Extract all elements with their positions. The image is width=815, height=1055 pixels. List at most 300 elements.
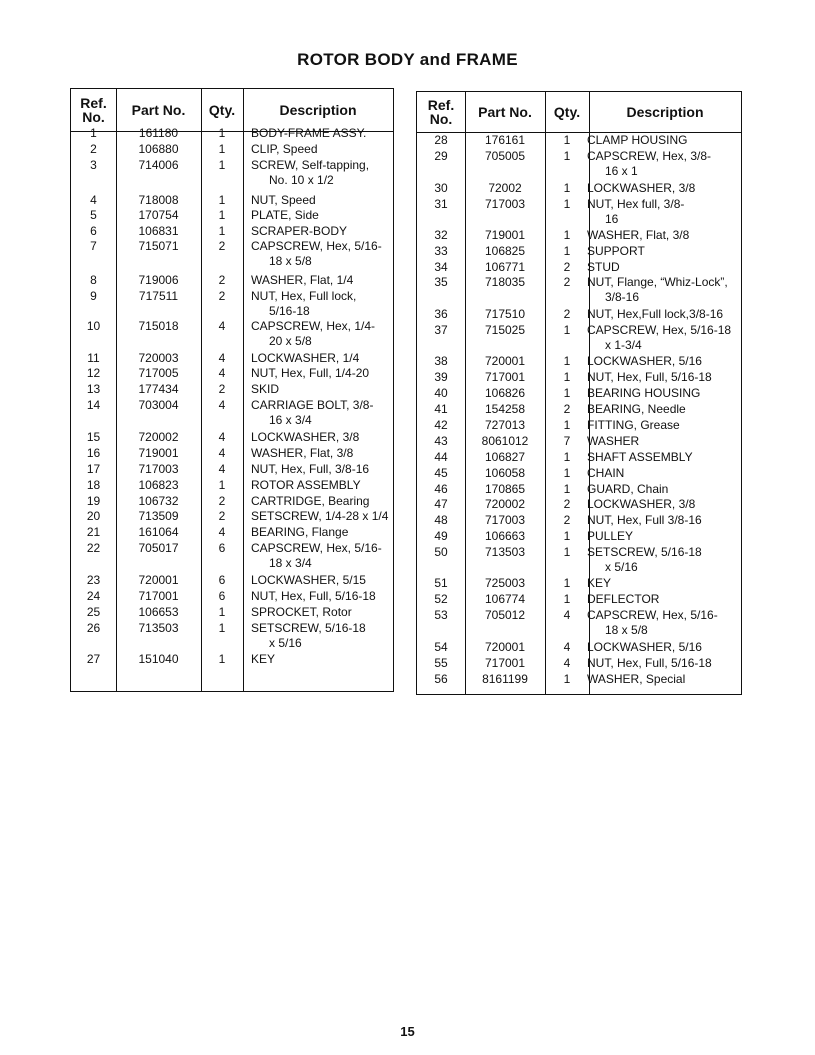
description-continuation: 3/8-16 — [605, 290, 640, 304]
description-continuation: x 5/16 — [269, 636, 302, 650]
description-cell — [251, 158, 369, 188]
description-line: SETSCREW, 1/4-28 x 1/4 — [251, 509, 389, 523]
description-cell — [587, 592, 659, 607]
ref-no-cell: 9 — [90, 289, 97, 303]
description-line: WASHER, Flat, 3/8 — [587, 228, 690, 242]
part-no-cell: 106823 — [138, 478, 179, 492]
part-no-cell: 8061012 — [481, 434, 529, 448]
ref-no-cell: 15 — [86, 430, 101, 444]
ref-no-cell: 43 — [434, 434, 448, 448]
description-cell — [587, 513, 702, 528]
ref-no-cell: 37 — [434, 323, 448, 337]
ref-no-cell: 34 — [434, 260, 448, 274]
ref-no-cell: 18 — [86, 478, 101, 492]
ref-no-cell: 2 — [90, 142, 97, 156]
description-cell — [587, 418, 680, 433]
ref-no-cell: 13 — [86, 382, 101, 396]
qty-cell: 1 — [563, 370, 571, 384]
part-no-cell: 718035 — [484, 275, 526, 289]
qty-cell: 4 — [218, 446, 226, 460]
ref-no-cell: 32 — [434, 228, 448, 242]
qty-cell: 2 — [218, 382, 226, 396]
qty-cell: 2 — [563, 275, 571, 289]
description-cell — [251, 382, 279, 397]
part-no-cell: 161064 — [138, 525, 179, 539]
part-no-cell: 106732 — [138, 494, 179, 508]
ref-no-cell: 19 — [86, 494, 101, 508]
description-cell — [251, 208, 319, 223]
qty-cell: 1 — [563, 576, 571, 590]
part-no-cell: 703004 — [138, 398, 179, 412]
part-no-cell: 714006 — [138, 158, 179, 172]
description-continuation: 18 x 5/8 — [605, 623, 648, 637]
ref-no-cell: 20 — [86, 509, 101, 523]
part-no-cell: 719006 — [138, 273, 179, 287]
part-no-cell: 720002 — [138, 430, 179, 444]
description-line: SKID — [251, 382, 280, 396]
description-line: NUT, Hex, Full lock, — [251, 289, 357, 303]
part-no-cell: 72002 — [488, 181, 522, 195]
description-cell — [251, 366, 369, 381]
description-cell — [587, 181, 695, 196]
ref-no-cell: 6 — [90, 224, 97, 238]
description-line: KEY — [251, 652, 276, 666]
qty-cell: 1 — [218, 208, 226, 222]
part-no-cell: 717001 — [484, 656, 526, 670]
description-line: BEARING HOUSING — [587, 386, 701, 400]
header-description: Description — [279, 102, 357, 118]
qty-cell: 2 — [218, 289, 226, 303]
description-line: CAPSCREW, Hex, 5/16- — [251, 239, 382, 253]
qty-cell: 4 — [563, 656, 571, 670]
part-no-cell: 106831 — [138, 224, 179, 238]
description-line: SETSCREW, 5/16-18 — [587, 545, 702, 559]
ref-no-cell: 38 — [434, 354, 448, 368]
description-line: WASHER, Flat, 1/4 — [251, 273, 354, 287]
description-line: BEARING, Needle — [587, 402, 686, 416]
description-cell — [587, 307, 723, 322]
header-qty: Qty. — [208, 102, 236, 118]
description-cell — [251, 446, 353, 461]
ref-no-cell: 53 — [434, 608, 448, 622]
description-cell — [587, 450, 693, 465]
description-cell — [587, 576, 611, 591]
ref-no-cell: 40 — [434, 386, 448, 400]
ref-no-cell: 50 — [434, 545, 448, 559]
qty-cell: 2 — [218, 273, 226, 287]
qty-cell: 6 — [218, 573, 226, 587]
qty-cell: 2 — [563, 307, 571, 321]
qty-cell: 1 — [563, 133, 571, 147]
ref-no-cell: 17 — [86, 462, 101, 476]
qty-cell: 1 — [218, 142, 226, 156]
description-cell — [251, 142, 318, 157]
description-cell — [251, 652, 275, 667]
description-line: ROTOR ASSEMBLY — [251, 478, 361, 492]
description-line: LOCKWASHER, 5/16 — [587, 354, 702, 368]
qty-cell: 4 — [218, 319, 226, 333]
part-no-cell: 715071 — [138, 239, 179, 253]
description-cell — [251, 462, 369, 477]
ref-no-cell: 23 — [86, 573, 101, 587]
description-line: NUT, Hex, Full, 1/4-20 — [251, 366, 370, 380]
part-no-cell: 106826 — [484, 386, 526, 400]
description-line: LOCKWASHER, 5/15 — [251, 573, 366, 587]
description-line: NUT, Hex full, 3/8- — [587, 197, 685, 211]
description-cell — [251, 573, 366, 588]
description-cell — [587, 354, 702, 369]
ref-no-cell: 8 — [90, 273, 97, 287]
qty-cell: 4 — [218, 398, 226, 412]
part-no-cell: 154258 — [484, 402, 526, 416]
description-line: NUT, Hex, Full, 5/16-18 — [251, 589, 376, 603]
description-cell — [251, 289, 356, 319]
part-no-cell: 720001 — [484, 640, 526, 654]
qty-cell: 1 — [563, 181, 571, 195]
description-line: SUPPORT — [587, 244, 645, 258]
description-continuation: 16 x 3/4 — [269, 413, 312, 427]
part-no-cell: 106774 — [484, 592, 526, 606]
ref-no-cell: 27 — [86, 652, 101, 666]
description-cell — [251, 351, 359, 366]
header-ref — [71, 89, 116, 131]
ref-no-cell: 30 — [434, 181, 448, 195]
header-ref-line1: Ref. — [80, 95, 107, 111]
part-no-cell: 713503 — [138, 621, 179, 635]
description-line: NUT, Hex, Full, 5/16-18 — [587, 370, 712, 384]
description-cell — [251, 525, 348, 540]
ref-no-cell: 22 — [86, 541, 101, 555]
description-continuation: x 5/16 — [605, 560, 638, 574]
description-line: CARRIAGE BOLT, 3/8- — [251, 398, 374, 412]
part-no-cell: 720001 — [138, 573, 179, 587]
header-part-no: Part No. — [478, 104, 532, 120]
ref-no-cell: 26 — [86, 621, 101, 635]
qty-cell: 1 — [563, 672, 571, 686]
description-line: CLAMP HOUSING — [587, 133, 688, 147]
header-ref-line2: No. — [82, 109, 105, 125]
description-cell — [587, 640, 702, 655]
qty-cell: 1 — [563, 418, 571, 432]
description-cell — [251, 478, 361, 493]
description-line: GUARD, Chain — [587, 482, 669, 496]
qty-cell: 6 — [218, 589, 226, 603]
qty-cell: 1 — [563, 197, 571, 211]
description-cell — [587, 497, 695, 512]
qty-cell: 4 — [218, 351, 226, 365]
description-cell — [587, 260, 620, 275]
ref-no-cell: 46 — [434, 482, 448, 496]
qty-cell: 1 — [218, 478, 226, 492]
description-line: CAPSCREW, Hex, 5/16-18 — [587, 323, 732, 337]
description-line: SCREW, Self-tapping, — [251, 158, 370, 172]
description-line: LOCKWASHER, 3/8 — [251, 430, 360, 444]
part-no-cell: 717003 — [484, 513, 526, 527]
qty-cell: 1 — [563, 450, 571, 464]
part-no-cell: 705017 — [138, 541, 179, 555]
part-no-cell: 705012 — [484, 608, 526, 622]
qty-cell: 4 — [563, 608, 571, 622]
description-cell — [251, 589, 376, 604]
description-cell — [587, 386, 700, 401]
description-cell — [251, 398, 373, 428]
description-continuation: x 1-3/4 — [605, 338, 642, 352]
header-qty: Qty. — [553, 104, 581, 120]
ref-no-cell: 5 — [90, 208, 97, 222]
part-no-cell: 720003 — [138, 351, 179, 365]
part-no-cell: 106653 — [138, 605, 179, 619]
qty-cell: 1 — [218, 224, 226, 238]
description-cell — [587, 370, 712, 385]
qty-cell: 2 — [563, 260, 571, 274]
description-cell — [251, 494, 369, 509]
part-no-cell: 718008 — [138, 193, 179, 207]
description-cell — [587, 466, 624, 481]
part-no-cell: 713509 — [138, 509, 179, 523]
description-cell — [251, 605, 352, 620]
part-no-cell: 717001 — [484, 370, 526, 384]
ref-no-cell: 35 — [434, 275, 448, 289]
description-cell — [587, 608, 718, 638]
qty-cell: 1 — [218, 193, 226, 207]
ref-no-cell: 54 — [434, 640, 448, 654]
qty-cell: 1 — [218, 605, 226, 619]
ref-no-cell: 1 — [90, 126, 97, 140]
part-no-cell: 719001 — [484, 228, 526, 242]
ref-no-cell: 3 — [90, 158, 97, 172]
qty-cell: 4 — [218, 462, 226, 476]
description-continuation: 20 x 5/8 — [269, 334, 312, 348]
description-continuation: No. 10 x 1/2 — [269, 173, 334, 187]
qty-cell: 2 — [218, 494, 226, 508]
ref-no-cell: 42 — [434, 418, 448, 432]
part-no-cell: 8161199 — [482, 672, 528, 686]
description-cell — [251, 224, 347, 239]
description-line: BEARING, Flange — [251, 525, 349, 539]
qty-cell: 4 — [218, 366, 226, 380]
qty-cell: 2 — [563, 402, 571, 416]
ref-no-cell: 45 — [434, 466, 448, 480]
part-no-cell: 720001 — [484, 354, 526, 368]
description-line: NUT, Hex, Full, 3/8-16 — [251, 462, 370, 476]
qty-cell: 1 — [563, 149, 571, 163]
ref-no-cell: 39 — [434, 370, 448, 384]
description-line: NUT, Hex, Full, 5/16-18 — [587, 656, 712, 670]
qty-cell: 1 — [218, 621, 226, 635]
description-cell — [251, 621, 366, 651]
part-no-cell: 720002 — [484, 497, 526, 511]
ref-no-cell: 11 — [87, 351, 100, 365]
ref-no-cell: 36 — [434, 307, 448, 321]
description-continuation: 18 x 5/8 — [269, 254, 312, 268]
part-no-cell: 717001 — [138, 589, 179, 603]
qty-cell: 1 — [563, 592, 571, 606]
qty-cell: 1 — [563, 529, 571, 543]
description-cell — [587, 197, 684, 227]
description-line: SHAFT ASSEMBLY — [587, 450, 693, 464]
qty-cell: 2 — [563, 497, 571, 511]
part-no-cell: 717003 — [484, 197, 526, 211]
part-no-cell: 715025 — [484, 323, 526, 337]
header-ref — [417, 92, 465, 132]
ref-no-cell: 48 — [434, 513, 448, 527]
ref-no-cell: 31 — [434, 197, 448, 211]
description-line: NUT, Flange, “Whiz-Lock”, — [587, 275, 728, 289]
part-no-cell: 106880 — [138, 142, 179, 156]
part-no-cell: 106771 — [484, 260, 526, 274]
qty-cell: 1 — [563, 482, 571, 496]
parts-table-left — [70, 88, 394, 692]
qty-cell: 1 — [563, 323, 571, 337]
description-cell — [251, 430, 359, 445]
description-line: SPROCKET, Rotor — [251, 605, 352, 619]
qty-cell: 1 — [218, 158, 226, 172]
qty-cell: 4 — [563, 640, 571, 654]
description-line: PULLEY — [587, 529, 634, 543]
ref-no-cell: 14 — [86, 398, 101, 412]
description-cell — [251, 239, 382, 269]
qty-cell: 1 — [563, 466, 571, 480]
description-cell — [251, 319, 375, 349]
ref-no-cell: 49 — [434, 529, 448, 543]
description-line: SCRAPER-BODY — [251, 224, 348, 238]
description-cell — [587, 434, 639, 449]
part-no-cell: 106827 — [484, 450, 526, 464]
qty-cell: 1 — [563, 386, 571, 400]
part-no-cell: 713503 — [484, 545, 526, 559]
ref-no-cell: 56 — [434, 672, 448, 686]
description-cell — [587, 656, 712, 671]
description-line: FITTING, Grease — [587, 418, 680, 432]
qty-cell: 2 — [563, 513, 571, 527]
qty-cell: 1 — [563, 228, 571, 242]
description-cell — [587, 149, 711, 179]
qty-cell: 4 — [218, 430, 226, 444]
part-no-cell: 106058 — [484, 466, 526, 480]
description-cell — [587, 402, 686, 417]
part-no-cell: 705005 — [484, 149, 526, 163]
description-line: CHAIN — [587, 466, 625, 480]
ref-no-cell: 29 — [434, 149, 448, 163]
description-line: LOCKWASHER, 3/8 — [587, 181, 696, 195]
description-cell — [587, 529, 633, 544]
description-line: CAPSCREW, Hex, 1/4- — [251, 319, 376, 333]
part-no-cell: 727013 — [484, 418, 526, 432]
description-line: STUD — [587, 260, 620, 274]
description-cell — [587, 244, 645, 259]
header-part-no: Part No. — [131, 102, 186, 118]
description-cell — [587, 323, 731, 353]
qty-cell: 1 — [563, 545, 571, 559]
description-line: BODY-FRAME ASSY. — [251, 126, 367, 140]
description-line: WASHER, Special — [587, 672, 686, 686]
ref-no-cell: 25 — [86, 605, 101, 619]
description-line: CAPSCREW, Hex, 5/16- — [251, 541, 382, 555]
ref-no-cell: 16 — [86, 446, 101, 460]
ref-no-cell: 28 — [434, 133, 448, 147]
description-line: CAPSCREW, Hex, 3/8- — [587, 149, 712, 163]
description-line: NUT, Hex,Full lock,3/8-16 — [587, 307, 724, 321]
part-no-cell: 161180 — [138, 126, 179, 140]
description-continuation: 18 x 3/4 — [269, 556, 312, 570]
ref-no-cell: 33 — [434, 244, 448, 258]
qty-cell: 2 — [218, 509, 226, 523]
qty-cell: 4 — [218, 525, 226, 539]
header-ref-line1: Ref. — [427, 97, 455, 113]
page-number: 15 — [400, 1024, 415, 1039]
qty-cell: 1 — [563, 354, 571, 368]
description-cell — [587, 545, 702, 575]
description-cell — [251, 541, 382, 571]
description-line: DEFLECTOR — [587, 592, 660, 606]
part-no-cell: 106825 — [484, 244, 526, 258]
ref-no-cell: 47 — [434, 497, 448, 511]
description-continuation: 5/16-18 — [269, 304, 310, 318]
description-line: LOCKWASHER, 3/8 — [587, 497, 696, 511]
description-cell — [587, 275, 728, 305]
description-line: PLATE, Side — [251, 208, 319, 222]
part-no-cell: 177434 — [138, 382, 179, 396]
description-line: SETSCREW, 5/16-18 — [251, 621, 366, 635]
ref-no-cell: 7 — [90, 239, 97, 253]
part-no-cell: 725003 — [484, 576, 526, 590]
ref-no-cell: 55 — [434, 656, 448, 670]
description-continuation: 16 — [605, 212, 619, 226]
description-cell — [587, 482, 668, 497]
qty-cell: 1 — [563, 244, 571, 258]
part-no-cell: 106663 — [484, 529, 526, 543]
description-cell — [251, 273, 353, 288]
ref-no-cell: 12 — [86, 366, 101, 380]
description-line: CAPSCREW, Hex, 5/16- — [587, 608, 718, 622]
qty-cell: 2 — [218, 239, 226, 253]
page-title: ROTOR BODY and FRAME — [297, 50, 518, 69]
part-no-cell: 176161 — [484, 133, 526, 147]
part-no-cell: 170754 — [138, 208, 179, 222]
description-cell — [587, 133, 687, 148]
description-line: CLIP, Speed — [251, 142, 318, 156]
ref-no-cell: 41 — [434, 402, 448, 416]
qty-cell: 1 — [218, 126, 226, 140]
part-no-cell: 715018 — [138, 319, 179, 333]
ref-no-cell: 51 — [434, 576, 448, 590]
description-line: WASHER, Flat, 3/8 — [251, 446, 354, 460]
description-line: WASHER — [587, 434, 640, 448]
header-ref-line2: No. — [429, 111, 453, 127]
description-line: LOCKWASHER, 5/16 — [587, 640, 702, 654]
description-cell — [251, 126, 366, 141]
ref-no-cell: 44 — [434, 450, 448, 464]
part-no-cell: 717510 — [484, 307, 526, 321]
description-continuation: 16 x 1 — [605, 164, 638, 178]
description-cell — [251, 193, 316, 208]
ref-no-cell: 52 — [434, 592, 448, 606]
ref-no-cell: 21 — [86, 525, 101, 539]
description-line: KEY — [587, 576, 612, 590]
qty-cell: 6 — [218, 541, 226, 555]
qty-cell: 1 — [218, 652, 226, 666]
ref-no-cell: 4 — [90, 193, 97, 207]
part-no-cell: 717005 — [138, 366, 179, 380]
part-no-cell: 170865 — [484, 482, 526, 496]
ref-no-cell: 24 — [86, 589, 101, 603]
description-line: LOCKWASHER, 1/4 — [251, 351, 360, 365]
part-no-cell: 717003 — [138, 462, 179, 476]
parts-table-right — [416, 91, 742, 695]
description-line: NUT, Hex, Full 3/8-16 — [587, 513, 702, 527]
qty-cell: 7 — [563, 434, 571, 448]
description-line: CARTRIDGE, Bearing — [251, 494, 370, 508]
